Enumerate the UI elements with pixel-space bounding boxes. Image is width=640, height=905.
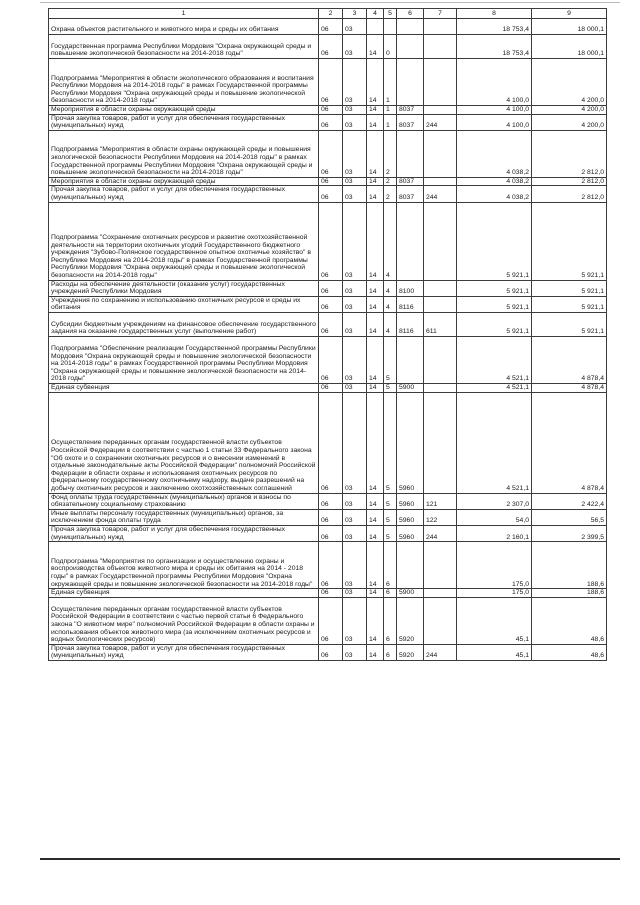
col-sum-year1: 4 521,1	[457, 383, 532, 392]
col-expense-type	[424, 336, 457, 383]
col-podrazdel: 03	[343, 542, 367, 589]
table-row	[49, 644, 607, 660]
col-program	[367, 19, 384, 35]
col-podrazdel: 03	[343, 383, 367, 392]
col-sum-year1: 45,1	[457, 644, 532, 660]
col-sum-year2: 4 200,0	[532, 114, 607, 130]
col-subprogram: 4	[384, 280, 397, 296]
col-subprogram: 0	[384, 35, 397, 59]
col-program: 14	[367, 336, 384, 383]
col-sum-year1: 4 038,2	[457, 186, 532, 202]
col-subprogram: 6	[384, 589, 397, 598]
col-sum-year2: 188,6	[532, 542, 607, 589]
col-target-article	[397, 35, 424, 59]
col-program: 14	[367, 280, 384, 296]
table-row	[49, 493, 607, 509]
column-header-4: 4	[367, 9, 384, 19]
col-podrazdel: 03	[343, 177, 367, 186]
col-subprogram: 2	[384, 130, 397, 177]
row-name: Осуществление переданных органам государственной власти субъектов Российской Федерации в соответствии с частью 1 статьи 33 Федерального закона "Об охоте и о сохранении охотничьих ресурсов и о внесении изменений в отдельные законодательные акты Российской Федерации" полномочий Российской Федерации в области охраны и использования охотничьих ресурсов по федеральному государственному охотничьему надзору, выдаче разрешений на добычу охотничьих ресурсов и заключению охотхозяйственных соглашений	[49, 392, 319, 493]
col-razdel: 06	[319, 312, 343, 336]
col-program: 14	[367, 296, 384, 312]
col-razdel: 06	[319, 19, 343, 35]
col-expense-type	[424, 296, 457, 312]
col-sum-year2: 2 812,0	[532, 130, 607, 177]
col-target-article: 5900	[397, 589, 424, 598]
col-subprogram	[384, 19, 397, 35]
col-program: 14	[367, 644, 384, 660]
col-program: 14	[367, 493, 384, 509]
col-subprogram: 6	[384, 542, 397, 589]
col-sum-year2: 5 921,1	[532, 312, 607, 336]
table-row	[49, 525, 607, 541]
col-sum-year2: 48,6	[532, 644, 607, 660]
col-sum-year1: 4 100,0	[457, 106, 532, 115]
col-sum-year1: 4 521,1	[457, 392, 532, 493]
col-sum-year1: 5 921,1	[457, 280, 532, 296]
col-expense-type	[424, 542, 457, 589]
column-header-1: 1	[49, 9, 319, 19]
row-name: Подпрограмма "Мероприятия в области экологического образования и воспитания Республики Мордовия на 2014-2018 годы" в рамках Государственной программы Республики Мордовия "Охрана окружающей среды и повышение экологической безопасности на 2014-2018 годы"	[49, 59, 319, 106]
row-name: Осуществление переданных органам государственной власти субъектов Российской Федерации в соответствии с частью первой статьи 6 Федерального закона "О животном мире" полномочий Российской Федерации в области охраны и использования объектов животного мира (за исключением охотничьих ресурсов и водных биологических ресурсов)	[49, 597, 319, 644]
col-sum-year2: 5 921,1	[532, 280, 607, 296]
column-header-8: 8	[457, 9, 532, 19]
column-header-5: 5	[384, 9, 397, 19]
column-header-3: 3	[343, 9, 367, 19]
col-target-article: 5960	[397, 525, 424, 541]
col-razdel: 06	[319, 177, 343, 186]
table-row	[49, 186, 607, 202]
col-sum-year1: 4 100,0	[457, 59, 532, 106]
row-name: Подпрограмма "Сохранение охотничьих ресурсов и развитие охотхозяйственной деятельности на территории охотничьих угодий Государственного бюджетного учреждения "Зубово-Полянское государственное опытное охотничье хозяйство" в Республике Мордовия на 2014-2018 годы" в рамках Государственной программы Республики Мордовия "Охрана окружающей среды и повышение экологической безопасности на 2014-2018 годы"	[49, 202, 319, 280]
col-program: 14	[367, 106, 384, 115]
table-row	[49, 597, 607, 644]
col-razdel: 06	[319, 106, 343, 115]
col-razdel: 06	[319, 525, 343, 541]
col-razdel: 06	[319, 509, 343, 525]
table-row	[49, 392, 607, 493]
col-sum-year2: 18 000,1	[532, 19, 607, 35]
col-target-article: 8116	[397, 296, 424, 312]
col-razdel: 06	[319, 644, 343, 660]
col-target-article	[397, 542, 424, 589]
col-sum-year2: 2 399,5	[532, 525, 607, 541]
row-name: Подпрограмма "Мероприятия в области охраны окружающей среды и повышения экологической безопасности Республики Мордовия на 2014-2018 годы" в рамках Государственной программы Республики Мордовия "Охрана окружающей среды и повышение экологической безопасности на 2014-2018 годы"	[49, 130, 319, 177]
col-program: 14	[367, 383, 384, 392]
col-program: 14	[367, 59, 384, 106]
row-name: Единая субвенция	[49, 383, 319, 392]
col-subprogram: 1	[384, 114, 397, 130]
col-expense-type: 611	[424, 312, 457, 336]
col-podrazdel: 03	[343, 114, 367, 130]
col-expense-type: 121	[424, 493, 457, 509]
col-sum-year2: 2 812,0	[532, 177, 607, 186]
row-name: Мероприятия в области охраны окружающей среды	[49, 106, 319, 115]
row-name: Мероприятия в области охраны окружающей среды	[49, 177, 319, 186]
col-sum-year2: 4 878,4	[532, 336, 607, 383]
col-expense-type: 244	[424, 525, 457, 541]
col-target-article: 5960	[397, 509, 424, 525]
table-row	[49, 509, 607, 525]
col-subprogram: 5	[384, 383, 397, 392]
col-podrazdel: 03	[343, 312, 367, 336]
col-razdel: 06	[319, 130, 343, 177]
col-sum-year2: 48,6	[532, 597, 607, 644]
col-program: 14	[367, 589, 384, 598]
row-name: Подпрограмма "Обеспечение реализации Государственной программы Республики Мордовия "Охрана окружающей среды и повышение экологической безопасности на 2014-2018 годы" в рамках Государственной программы Республики Мордовия "Охрана окружающей среды и повышение экологической безопасности на 2014-2018 годы"	[49, 336, 319, 383]
col-subprogram: 1	[384, 59, 397, 106]
col-sum-year2: 5 921,1	[532, 202, 607, 280]
col-podrazdel: 03	[343, 59, 367, 106]
col-sum-year2: 188,6	[532, 589, 607, 598]
col-target-article: 8037	[397, 186, 424, 202]
col-sum-year1: 175,0	[457, 589, 532, 598]
col-subprogram: 5	[384, 509, 397, 525]
column-header-7: 7	[424, 9, 457, 19]
scan-top-edge	[40, 2, 620, 3]
table-row	[49, 59, 607, 106]
col-sum-year2: 4 200,0	[532, 59, 607, 106]
row-name: Охрана объектов растительного и животного мира и среды их обитания	[49, 19, 319, 35]
col-target-article	[397, 59, 424, 106]
row-name: Прочая закупка товаров, работ и услуг для обеспечения государственных (муниципальных) нужд	[49, 644, 319, 660]
col-subprogram: 5	[384, 392, 397, 493]
row-name: Подпрограмма "Мероприятия по организации и осуществлению охраны и воспроизводства объектов животного мира и среды их обитания на 2014 - 2018 годы" в рамках Государственной программы Республики Мордовия "Охрана окружающей среды и повышение экологической безопасности на 2014-2018 годы"	[49, 542, 319, 589]
col-expense-type	[424, 597, 457, 644]
col-podrazdel: 03	[343, 35, 367, 59]
col-subprogram: 4	[384, 312, 397, 336]
table-row	[49, 296, 607, 312]
col-podrazdel: 03	[343, 509, 367, 525]
table-row	[49, 114, 607, 130]
col-sum-year1: 4 100,0	[457, 114, 532, 130]
row-name: Прочая закупка товаров, работ и услуг для обеспечения государственных (муниципальных) нужд	[49, 186, 319, 202]
col-razdel: 06	[319, 114, 343, 130]
col-program: 14	[367, 542, 384, 589]
col-expense-type	[424, 177, 457, 186]
col-target-article: 5960	[397, 493, 424, 509]
table-header-row	[49, 9, 607, 19]
row-name: Расходы на обеспечение деятельности (оказание услуг) государственных учреждений Республики Мордовия	[49, 280, 319, 296]
col-expense-type	[424, 106, 457, 115]
column-header-2: 2	[319, 9, 343, 19]
col-podrazdel: 03	[343, 296, 367, 312]
col-razdel: 06	[319, 493, 343, 509]
col-program: 14	[367, 177, 384, 186]
col-sum-year2: 4 878,4	[532, 392, 607, 493]
col-sum-year1: 2 160,1	[457, 525, 532, 541]
col-podrazdel: 03	[343, 186, 367, 202]
row-name: Прочая закупка товаров, работ и услуг для обеспечения государственных (муниципальных) нужд	[49, 114, 319, 130]
col-sum-year2: 56,5	[532, 509, 607, 525]
col-subprogram: 4	[384, 202, 397, 280]
table-row	[49, 130, 607, 177]
col-subprogram: 2	[384, 186, 397, 202]
col-sum-year2: 4 878,4	[532, 383, 607, 392]
table-row	[49, 19, 607, 35]
col-program: 14	[367, 130, 384, 177]
col-target-article: 5920	[397, 644, 424, 660]
col-expense-type	[424, 19, 457, 35]
col-podrazdel: 03	[343, 202, 367, 280]
col-podrazdel: 03	[343, 130, 367, 177]
col-target-article: 5920	[397, 597, 424, 644]
col-sum-year1: 18 753,4	[457, 19, 532, 35]
row-name: Единая субвенция	[49, 589, 319, 598]
col-razdel: 06	[319, 35, 343, 59]
col-sum-year1: 5 921,1	[457, 202, 532, 280]
col-sum-year1: 2 307,0	[457, 493, 532, 509]
col-expense-type: 122	[424, 509, 457, 525]
col-sum-year2: 2 422,4	[532, 493, 607, 509]
col-sum-year2: 5 921,1	[532, 296, 607, 312]
table-row	[49, 589, 607, 598]
table-row	[49, 280, 607, 296]
table-row	[49, 106, 607, 115]
col-podrazdel: 03	[343, 493, 367, 509]
col-program: 14	[367, 525, 384, 541]
col-razdel: 06	[319, 202, 343, 280]
col-subprogram: 6	[384, 597, 397, 644]
col-podrazdel: 03	[343, 392, 367, 493]
col-target-article: 5900	[397, 383, 424, 392]
col-sum-year1: 4 038,2	[457, 130, 532, 177]
col-expense-type	[424, 383, 457, 392]
table-row	[49, 202, 607, 280]
col-target-article: 8100	[397, 280, 424, 296]
col-podrazdel: 03	[343, 597, 367, 644]
col-program: 14	[367, 392, 384, 493]
col-podrazdel: 03	[343, 280, 367, 296]
col-target-article	[397, 336, 424, 383]
col-podrazdel: 03	[343, 589, 367, 598]
col-expense-type: 244	[424, 114, 457, 130]
col-target-article: 8037	[397, 114, 424, 130]
table-row	[49, 336, 607, 383]
col-expense-type	[424, 35, 457, 59]
row-name: Государственная программа Республики Мордовия "Охрана окружающей среды и повышение экологической безопасности на 2014-2018 годы"	[49, 35, 319, 59]
table-row	[49, 383, 607, 392]
col-sum-year1: 4 521,1	[457, 336, 532, 383]
row-name: Субсидии бюджетным учреждениям на финансовое обеспечение государственного задания на оказание государственных услуг (выполнение работ)	[49, 312, 319, 336]
col-program: 14	[367, 312, 384, 336]
row-name: Прочая закупка товаров, работ и услуг для обеспечения государственных (муниципальных) нужд	[49, 525, 319, 541]
col-razdel: 06	[319, 392, 343, 493]
col-subprogram: 5	[384, 493, 397, 509]
col-expense-type	[424, 280, 457, 296]
budget-table	[48, 8, 607, 661]
col-program: 14	[367, 114, 384, 130]
col-sum-year1: 5 921,1	[457, 312, 532, 336]
table-row	[49, 312, 607, 336]
col-subprogram: 1	[384, 106, 397, 115]
col-subprogram: 4	[384, 296, 397, 312]
page-bottom-rule	[40, 858, 620, 860]
col-podrazdel: 03	[343, 336, 367, 383]
col-subprogram: 6	[384, 644, 397, 660]
col-podrazdel: 03	[343, 525, 367, 541]
row-name: Иные выплаты персоналу государственных (муниципальных) органов, за исключением фонда оплаты труда	[49, 509, 319, 525]
table-row	[49, 35, 607, 59]
col-sum-year1: 45,1	[457, 597, 532, 644]
col-podrazdel: 03	[343, 106, 367, 115]
col-sum-year1: 18 753,4	[457, 35, 532, 59]
col-podrazdel: 03	[343, 19, 367, 35]
col-subprogram: 2	[384, 177, 397, 186]
col-target-article	[397, 202, 424, 280]
row-name: Фонд оплаты труда государственных (муниципальных) органов и взносы по обязательному социальному страхованию	[49, 493, 319, 509]
col-razdel: 06	[319, 280, 343, 296]
col-sum-year2: 18 000,1	[532, 35, 607, 59]
col-target-article	[397, 19, 424, 35]
col-expense-type	[424, 392, 457, 493]
col-sum-year2: 2 812,0	[532, 186, 607, 202]
table-row	[49, 177, 607, 186]
column-header-9: 9	[532, 9, 607, 19]
col-razdel: 06	[319, 597, 343, 644]
row-name: Учреждения по сохранению и использованию охотничьих ресурсов и среды их обитания	[49, 296, 319, 312]
col-program: 14	[367, 186, 384, 202]
col-razdel: 06	[319, 59, 343, 106]
col-target-article	[397, 130, 424, 177]
col-expense-type: 244	[424, 186, 457, 202]
col-razdel: 06	[319, 542, 343, 589]
table-row	[49, 542, 607, 589]
col-program: 14	[367, 597, 384, 644]
col-razdel: 06	[319, 589, 343, 598]
col-expense-type	[424, 59, 457, 106]
column-header-6: 6	[397, 9, 424, 19]
col-razdel: 06	[319, 186, 343, 202]
col-program: 14	[367, 202, 384, 280]
col-program: 14	[367, 509, 384, 525]
col-sum-year1: 175,0	[457, 542, 532, 589]
col-sum-year1: 4 038,2	[457, 177, 532, 186]
col-target-article: 8116	[397, 312, 424, 336]
col-target-article: 8037	[397, 177, 424, 186]
col-target-article: 8037	[397, 106, 424, 115]
col-razdel: 06	[319, 383, 343, 392]
col-sum-year1: 5 921,1	[457, 296, 532, 312]
col-program: 14	[367, 35, 384, 59]
col-expense-type	[424, 589, 457, 598]
col-razdel: 06	[319, 296, 343, 312]
col-subprogram: 5	[384, 525, 397, 541]
col-expense-type: 244	[424, 644, 457, 660]
col-razdel: 06	[319, 336, 343, 383]
table-body	[49, 19, 607, 661]
col-podrazdel: 03	[343, 644, 367, 660]
col-sum-year1: 54,0	[457, 509, 532, 525]
col-sum-year2: 4 200,0	[532, 106, 607, 115]
col-expense-type	[424, 202, 457, 280]
col-target-article: 5960	[397, 392, 424, 493]
col-subprogram: 5	[384, 336, 397, 383]
col-expense-type	[424, 130, 457, 177]
